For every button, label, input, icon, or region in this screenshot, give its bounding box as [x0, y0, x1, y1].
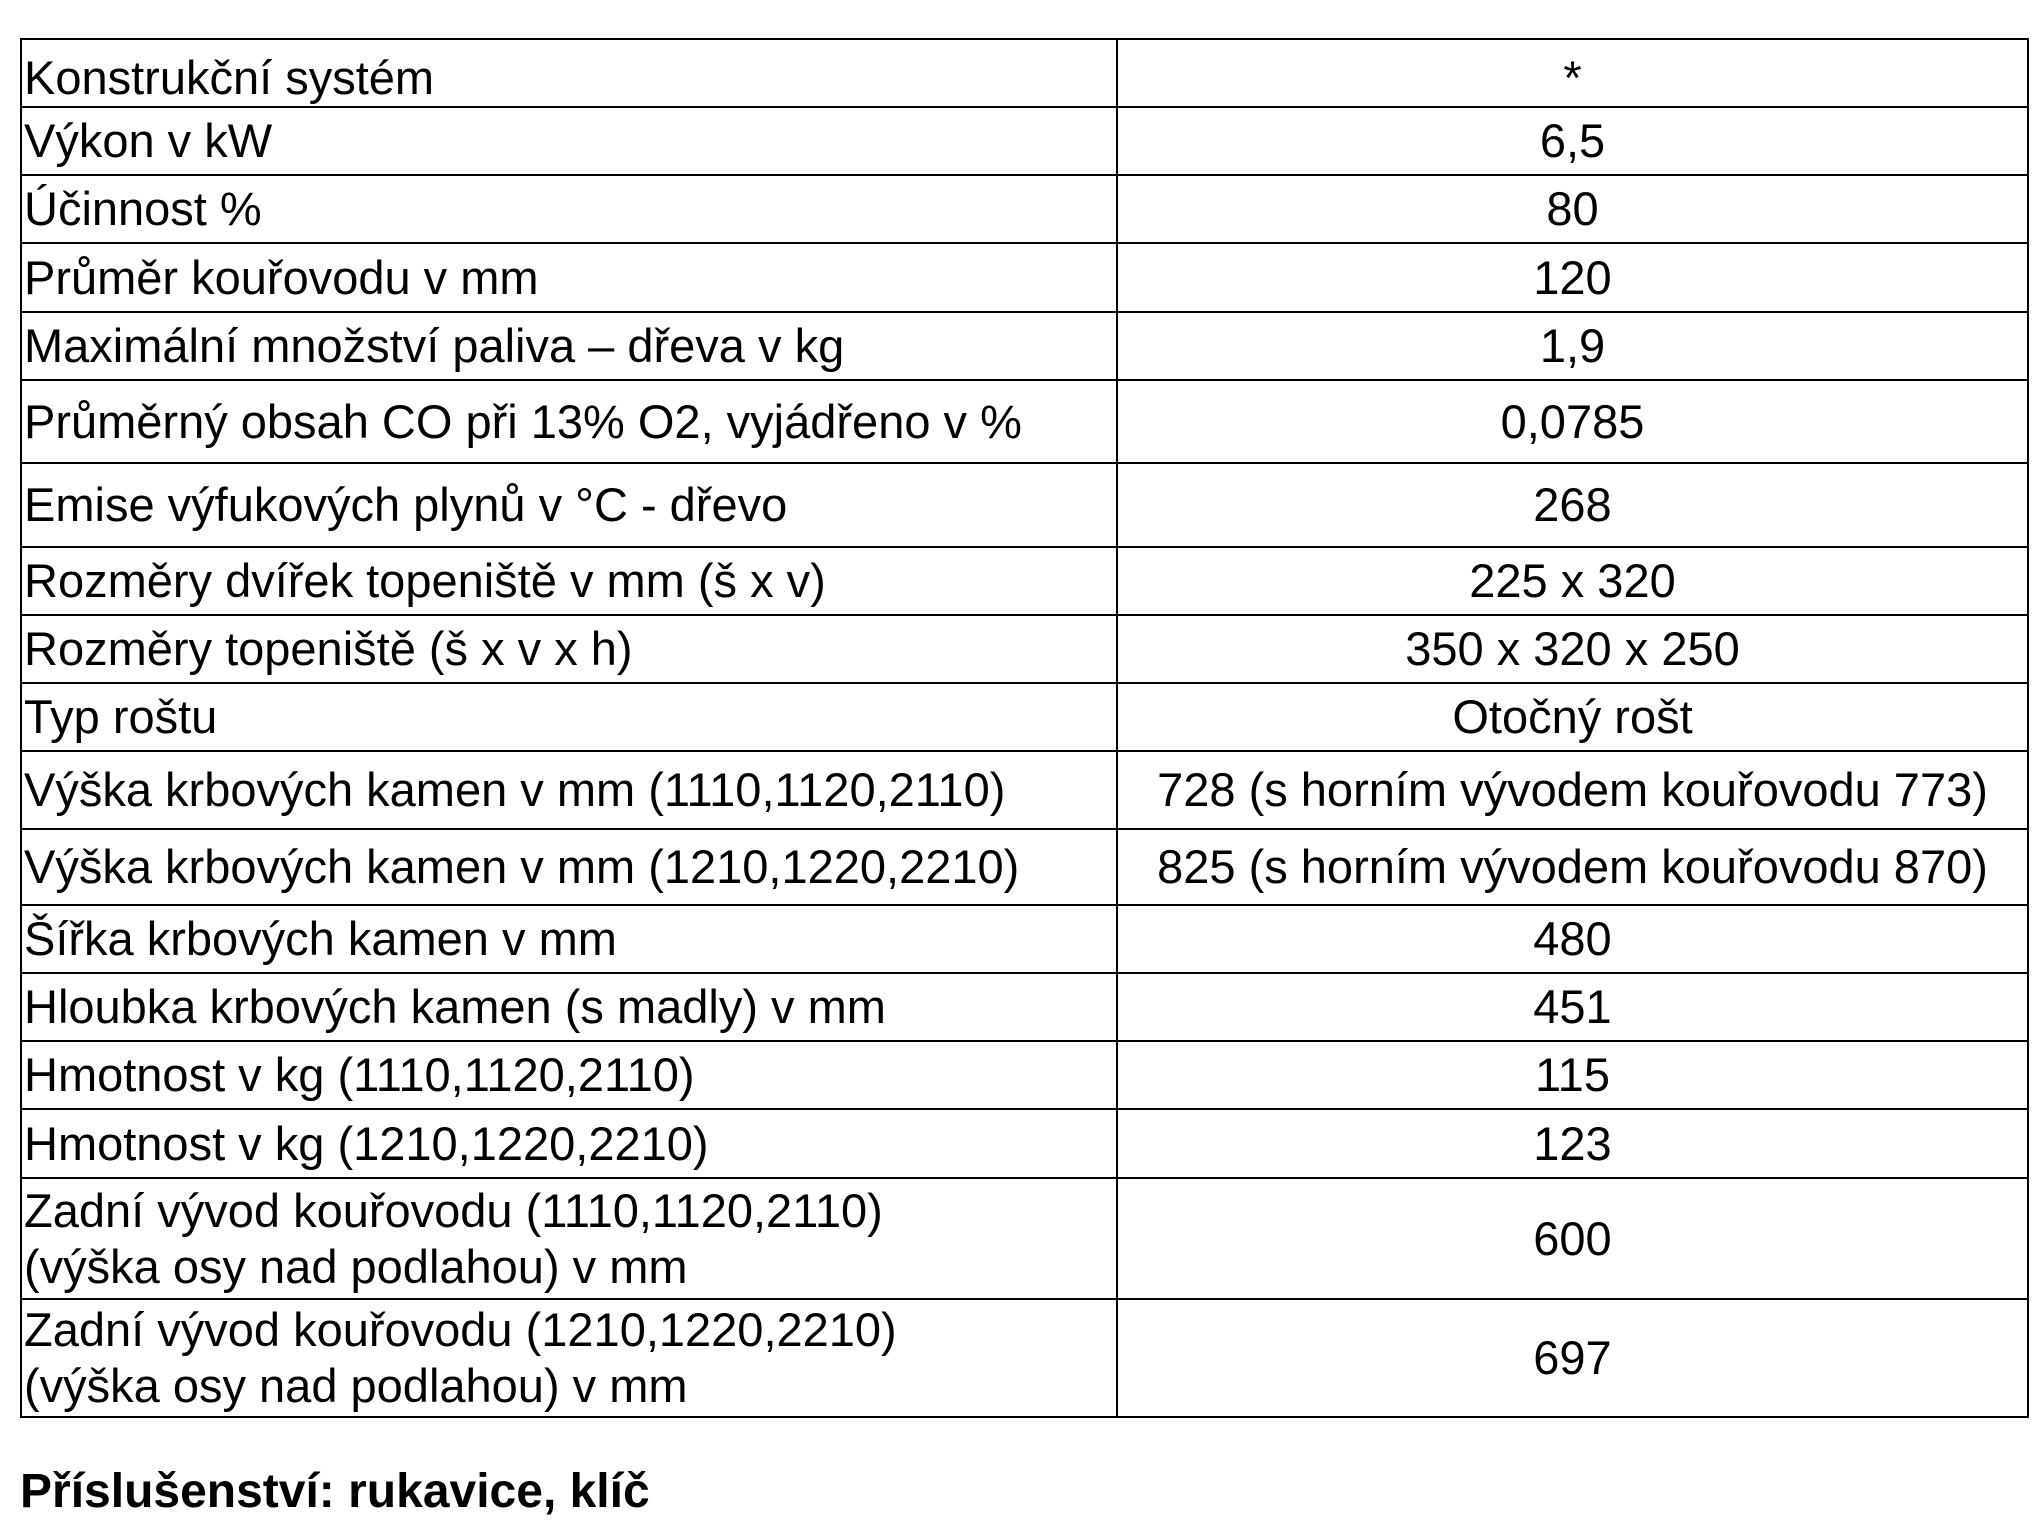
table-row	[21, 1041, 2028, 1109]
row-label: Rozměry dvířek topeniště v mm (š x v)	[21, 547, 1117, 615]
row-value: 268	[1117, 463, 2028, 547]
row-value: 451	[1117, 973, 2028, 1041]
row-label: Hloubka krbových kamen (s madly) v mm	[21, 973, 1117, 1041]
table-row	[21, 547, 2028, 615]
row-label: Konstrukční systém	[21, 39, 1117, 107]
row-value: 123	[1117, 1109, 2028, 1178]
row-value: Otočný rošt	[1117, 683, 2028, 751]
row-label: Maximální množství paliva – dřeva v kg	[21, 312, 1117, 380]
row-label: Výška krbových kamen v mm (1110,1120,2110)	[21, 751, 1117, 829]
row-label	[21, 1178, 1117, 1299]
table-row	[21, 905, 2028, 973]
table-row	[21, 1178, 2028, 1299]
row-label-text: Zadní vývod kouřovodu (1210,1220,2210) (výška osy nad podlahou) v mm	[24, 1303, 897, 1412]
row-label: Hmotnost v kg (1210,1220,2210)	[21, 1109, 1117, 1178]
row-value: 120	[1117, 243, 2028, 312]
row-value: 480	[1117, 905, 2028, 973]
accessories-note: Příslušenství: rukavice, klíč	[20, 1465, 650, 1518]
row-value: *	[1117, 39, 2028, 107]
row-label: Typ roštu	[21, 683, 1117, 751]
table-row	[21, 243, 2028, 312]
row-value: 80	[1117, 175, 2028, 243]
table-row	[21, 1109, 2028, 1178]
row-value: 697	[1117, 1299, 2028, 1417]
table-row	[21, 39, 2028, 107]
row-value: 600	[1117, 1178, 2028, 1299]
spec-table	[20, 38, 2029, 1418]
row-label: Hmotnost v kg (1110,1120,2110)	[21, 1041, 1117, 1109]
row-label	[21, 1299, 1117, 1417]
row-value: 825 (s horním vývodem kouřovodu 870)	[1117, 829, 2028, 905]
table-row	[21, 683, 2028, 751]
table-row	[21, 973, 2028, 1041]
row-label: Emise výfukových plynů v °C - dřevo	[21, 463, 1117, 547]
row-label: Rozměry topeniště (š x v x h)	[21, 615, 1117, 683]
row-value: 6,5	[1117, 107, 2028, 175]
table-row	[21, 107, 2028, 175]
row-label: Výkon v kW	[21, 107, 1117, 175]
table-row	[21, 751, 2028, 829]
table-row	[21, 615, 2028, 683]
row-label: Průměr kouřovodu v mm	[21, 243, 1117, 312]
row-label: Účinnost %	[21, 175, 1117, 243]
table-row	[21, 463, 2028, 547]
table-row	[21, 829, 2028, 905]
row-value: 350 x 320 x 250	[1117, 615, 2028, 683]
row-label: Průměrný obsah CO při 13% O2, vyjádřeno v %	[21, 380, 1117, 463]
row-value: 728 (s horním vývodem kouřovodu 773)	[1117, 751, 2028, 829]
table-row	[21, 175, 2028, 243]
row-value: 0,0785	[1117, 380, 2028, 463]
row-value: 225 x 320	[1117, 547, 2028, 615]
table-row	[21, 1299, 2028, 1417]
row-label: Šířka krbových kamen v mm	[21, 905, 1117, 973]
row-label-text: Zadní vývod kouřovodu (1110,1120,2110) (výška osy nad podlahou) v mm	[24, 1183, 883, 1293]
table-row	[21, 380, 2028, 463]
table-row	[21, 312, 2028, 380]
row-value: 115	[1117, 1041, 2028, 1109]
row-value: 1,9	[1117, 312, 2028, 380]
row-label: Výška krbových kamen v mm (1210,1220,2210)	[21, 829, 1117, 905]
